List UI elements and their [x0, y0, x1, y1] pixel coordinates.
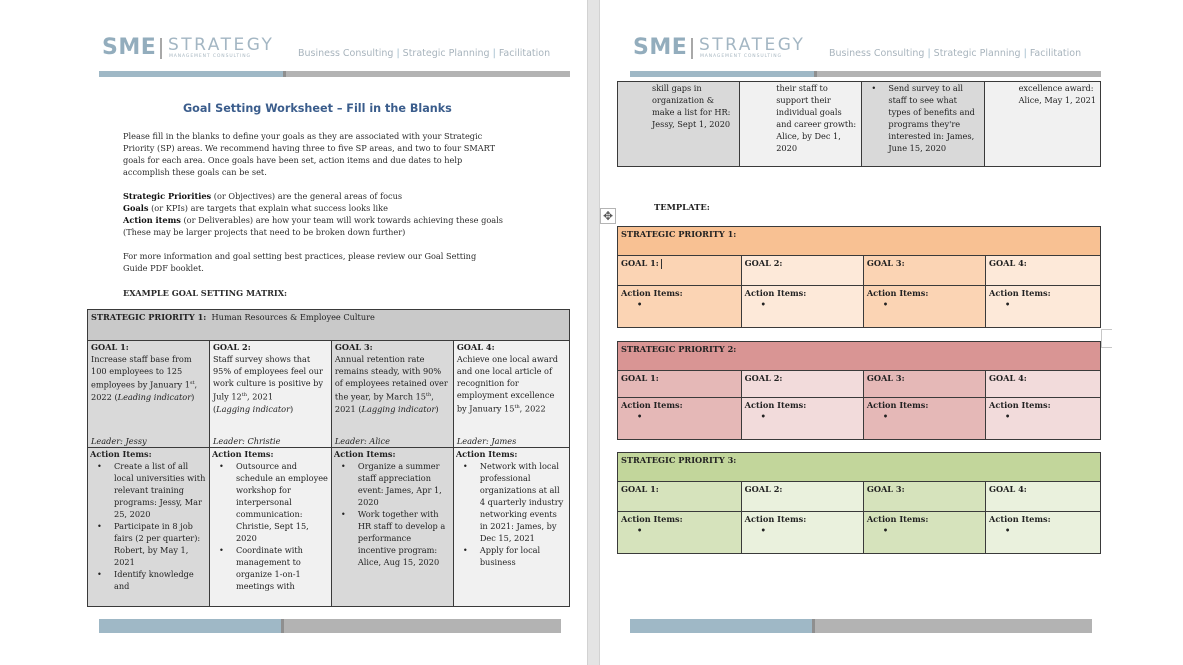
action-item: • Create a list of all local universities with relevant training programs: Jessy, Mar 25, 2020: [114, 460, 207, 520]
footer-rule: [99, 619, 561, 633]
sp2-goal-1[interactable]: GOAL 1:: [618, 371, 742, 398]
logo-subtitle: MANAGEMENT CONSULTING: [169, 54, 251, 59]
goal-leader: Leader: Christie: [212, 436, 281, 446]
sp3-goal-2[interactable]: GOAL 2:: [741, 482, 863, 512]
document-page-1[interactable]: [0, 0, 587, 665]
definition-action-items: Action items (or Deliverables) are how your team will work towards achieving these goals (These may be larger projects that need to be broken down further): [123, 215, 503, 237]
sp1-goal-2[interactable]: GOAL 2:: [741, 256, 863, 286]
sp2-actions-3[interactable]: Action Items: •: [863, 398, 985, 440]
action-item: • Coordinate with management to organize 1-on-1 meetings with: [236, 544, 329, 592]
header-tagline: Business Consulting | Strategic Planning | Facilitation: [298, 48, 551, 59]
continued-actions-3[interactable]: [862, 82, 984, 167]
example-actions-4[interactable]: Action Items: • Network with local professional organizations at all 4 quarterly industry networking events in 2021: James, by Dec 15, 2021 • Apply for local business: [453, 448, 569, 607]
template-strategic-priority-2[interactable]: [617, 341, 1101, 440]
sp3-actions-4[interactable]: Action Items: •: [986, 512, 1101, 554]
sp3-goal-4[interactable]: GOAL 4:: [986, 482, 1101, 512]
sp2-goal-4[interactable]: GOAL 4:: [986, 371, 1101, 398]
intro-paragraph: Please fill in the blanks to define your goals as they are associated with your Strategic Priority (SP) areas. We recommend having three to five SP areas, and two to four SMART goals for each area. Once goals have been set, action items and due dates to help accomplish these goals can be set.: [123, 131, 496, 177]
table-move-handle-icon[interactable]: ✥: [600, 208, 616, 224]
header-rule: [630, 71, 1101, 77]
sp3-actions-3[interactable]: Action Items: •: [863, 512, 985, 554]
footer-rule: [630, 619, 1092, 633]
definition-strategic-priorities: Strategic Priorities (or Objectives) are the general areas of focus: [123, 191, 403, 201]
example-heading: EXAMPLE GOAL SETTING MATRIX:: [123, 288, 288, 298]
example-actions-3[interactable]: Action Items: • Organize a summer staff appreciation event: James, Apr 1, 2020 • Work together with HR staff to develop a performance incentive program: Alice, Aug 15, 2020: [331, 448, 453, 607]
definition-goals: Goals (or KPIs) are targets that explain what success looks like: [123, 203, 388, 213]
sp2-header[interactable]: STRATEGIC PRIORITY 2:: [618, 342, 1101, 371]
example-goal-2[interactable]: GOAL 2: Staff survey shows that 95% of employees feel our work culture is positive by July 12th, 2021 (Lagging indicator) Leader: Christie: [209, 341, 331, 448]
example-goal-1[interactable]: GOAL 1: Increase staff base from 100 employees to 125 employees by January 1st, 2022 (Leading indicator) Leader: Jessy: [88, 341, 210, 448]
example-matrix-continued[interactable]: [617, 81, 1101, 167]
sp2-actions-2[interactable]: Action Items: •: [741, 398, 863, 440]
example-goal-4[interactable]: GOAL 4: Achieve one local award and one local article of recognition for employment excellence by January 15th, 2022 Leader: James: [453, 341, 569, 448]
sp3-actions-1[interactable]: Action Items: •: [618, 512, 742, 554]
sp1-header[interactable]: STRATEGIC PRIORITY 1:: [618, 227, 1101, 256]
sp2-actions-4[interactable]: Action Items: •: [986, 398, 1101, 440]
goal-leader: Leader: James: [456, 436, 517, 446]
page-header: [633, 36, 1103, 60]
sp3-header[interactable]: STRATEGIC PRIORITY 3:: [618, 453, 1101, 482]
logo-strategy: STRATEGY: [168, 35, 275, 55]
page-header: [102, 36, 572, 60]
example-goal-matrix[interactable]: [87, 309, 570, 607]
sp1-goal-4[interactable]: GOAL 4:: [986, 256, 1101, 286]
action-item: • Work together with HR staff to develop a performance incentive program: Alice, Aug 15, 2020: [358, 508, 451, 568]
action-item: • Identify knowledge and: [114, 568, 207, 592]
sp1-actions-1[interactable]: Action Items: •: [618, 286, 742, 328]
goal-leader: Leader: Alice: [334, 436, 390, 446]
action-item: • Network with local professional organizations at all 4 quarterly industry networking events in 2021: James, by Dec 15, 2021: [480, 460, 567, 544]
more-info-paragraph: For more information and goal setting best practices, please review our Goal Setting Guide PDF booklet.: [123, 251, 477, 273]
example-strategic-priority[interactable]: STRATEGIC PRIORITY 1: Human Resources & Employee Culture: [88, 310, 570, 341]
sp1-goal-1[interactable]: GOAL 1:: [618, 256, 742, 286]
action-item: • Organize a summer staff appreciation event: James, Apr 1, 2020: [358, 460, 451, 508]
logo-sme: SME: [633, 35, 688, 60]
example-actions-1[interactable]: Action Items: • Create a list of all local universities with relevant training programs: Jessy, Mar 25, 2020 • Participate in 8 job fairs (2 per quarter): Robert, by May 1, 2021 • Identify knowledge and: [88, 448, 210, 607]
example-actions-2[interactable]: Action Items: • Outsource and schedule an employee workshop for interpersonal communication: Christie, Sept 15, 2020 • Coordinate with management to organize 1-on-1 meetings with: [209, 448, 331, 607]
template-strategic-priority-1[interactable]: [617, 226, 1101, 328]
example-goal-3[interactable]: GOAL 3: Annual retention rate remains steady, with 90% of employees retained over the year, by March 15th, 2021 (Lagging indicator) Leader: Alice: [331, 341, 453, 448]
header-rule: [99, 71, 570, 77]
table-resize-handle[interactable]: [1101, 329, 1112, 348]
action-item: • Outsource and schedule an employee workshop for interpersonal communication: Christie, Sept 15, 2020: [236, 460, 329, 544]
logo-divider: [691, 38, 693, 59]
logo-sme: SME: [102, 35, 157, 60]
logo-strategy: STRATEGY: [699, 35, 806, 55]
sp3-goal-1[interactable]: GOAL 1:: [618, 482, 742, 512]
continued-actions-2[interactable]: their staff to support their individual goals and career growth: Alice, by Dec 1, 2020: [740, 82, 862, 167]
sp1-goal-3[interactable]: GOAL 3:: [863, 256, 985, 286]
logo-subtitle: MANAGEMENT CONSULTING: [700, 54, 782, 59]
text-cursor: [661, 259, 662, 269]
sp1-actions-2[interactable]: Action Items: •: [741, 286, 863, 328]
sp1-actions-4[interactable]: Action Items: •: [986, 286, 1101, 328]
sp3-actions-2[interactable]: Action Items: •: [741, 512, 863, 554]
action-item: • Send survey to all staff to see what types of benefits and programs they're interested in: James, June 15, 2020: [888, 82, 981, 154]
sp2-goal-2[interactable]: GOAL 2:: [741, 371, 863, 398]
sp2-goal-3[interactable]: GOAL 3:: [863, 371, 985, 398]
sp2-actions-1[interactable]: Action Items: •: [618, 398, 742, 440]
continued-actions-1[interactable]: skill gaps in organization & make a list for HR: Jessy, Sept 1, 2020: [618, 82, 740, 167]
action-item: • Participate in 8 job fairs (2 per quarter): Robert, by May 1, 2021: [114, 520, 207, 568]
definitions: [123, 190, 513, 238]
template-strategic-priority-3[interactable]: [617, 452, 1101, 554]
page-gutter: [587, 0, 600, 665]
action-item: • Apply for local business: [480, 544, 567, 568]
template-label: TEMPLATE:: [654, 202, 710, 212]
logo-divider: [160, 38, 162, 59]
page-title: Goal Setting Worksheet – Fill in the Blanks: [183, 102, 452, 115]
goal-leader: Leader: Jessy: [91, 436, 147, 446]
document-page-2[interactable]: [600, 0, 1183, 665]
sp3-goal-3[interactable]: GOAL 3:: [863, 482, 985, 512]
header-tagline: Business Consulting | Strategic Planning | Facilitation: [829, 48, 1082, 59]
continued-actions-4[interactable]: excellence award: Alice, May 1, 2021: [984, 82, 1100, 167]
sp1-actions-3[interactable]: Action Items: •: [863, 286, 985, 328]
